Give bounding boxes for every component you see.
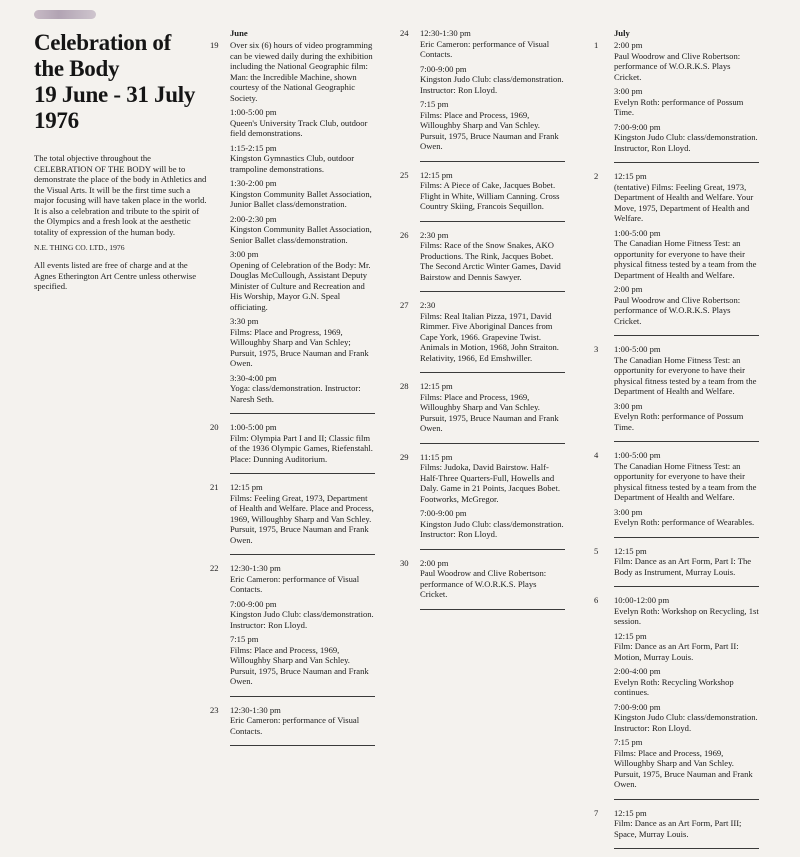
event-item: [614, 702, 759, 734]
event-item: [420, 64, 565, 96]
event-item: [230, 178, 375, 210]
event-item: [420, 170, 565, 212]
event-time: 12:30-1:30 pm: [420, 28, 471, 38]
title-line: the Body: [34, 56, 120, 81]
title-line: Celebration of: [34, 30, 171, 55]
event-time: 1:00-5:00 pm: [230, 422, 277, 432]
event-description: Kingston Gymnastics Club, outdoor trampoline demonstrations.: [230, 153, 355, 174]
day-entry: [594, 450, 759, 528]
divider-rule: [614, 799, 759, 800]
month-heading: July: [614, 28, 630, 38]
event-description: Film: Dance as an Art Form, Part II: Motion, Murray Louis.: [614, 641, 739, 662]
event-description: (tentative) Films: Feeling Great, 1973, Department of Health and Welfare. Your Move, 1975, Department of Health and Welfare.: [614, 181, 754, 223]
event-item: [420, 558, 565, 600]
day-number: 22: [210, 563, 219, 573]
day-number: 19: [210, 40, 219, 50]
event-item: [614, 86, 759, 118]
day-entry: [210, 563, 375, 687]
event-item: [230, 107, 375, 139]
day-entry: [210, 422, 375, 464]
event-time: 12:15 pm: [230, 482, 263, 492]
event-description: Films: Real Italian Pizza, 1971, David Rimmer. Five Aboriginal Dances from Cape York, 1966. Grapevine Twist. Animals in Motion, 1968, John Straiton. Relativity, 1966, Ed Emshwiller.: [420, 310, 559, 363]
divider-rule: [420, 443, 565, 444]
event-item: [614, 122, 759, 154]
event-time: 12:30-1:30 pm: [230, 563, 281, 573]
event-time: 7:00-9:00 pm: [420, 508, 467, 518]
event-description: Eric Cameron: performance of Visual Contacts.: [420, 38, 550, 59]
event-time: 2:00-2:30 pm: [230, 213, 277, 224]
day-entry: [400, 28, 565, 152]
event-time: 7:15 pm: [614, 737, 643, 747]
event-description: Film: Olympia Part I and II; Classic film of the 1936 Olympic Games, Riefenstahl. Place: Dunning Auditorium.: [230, 432, 373, 464]
event-description: The Canadian Home Fitness Test: an opportunity for everyone to have their physical fitness tested by a team from the Department of Health and Welfare.: [614, 354, 757, 396]
event-time: 12:15 pm: [614, 807, 647, 818]
event-time: 12:15 pm: [420, 381, 453, 391]
event-time: 12:15 pm: [420, 169, 453, 180]
event-time: 1:00-5:00 pm: [614, 344, 661, 354]
title-line: 1976: [34, 108, 79, 133]
divider-rule: [614, 335, 759, 336]
event-item: [614, 284, 759, 326]
event-description: Films: Place and Process, 1969, Willoughby Sharp and Van Schley. Pursuit, 1975, Bruce Nauman and Frank Owen.: [420, 109, 559, 151]
event-description: Films: Place and Process, 1969, Willoughby Sharp and Van Schley. Pursuit, 1975, Bruce Nauman and Frank Owen.: [230, 644, 369, 686]
event-description: Film: Dance as an Art Form, Part III; Space, Murray Louis.: [614, 818, 742, 839]
event-description: Kingston Judo Club: class/demonstration. Instructor, Ron Lloyd.: [614, 132, 758, 153]
event-description: Evelyn Roth: performance of Possum Time.: [614, 96, 744, 117]
divider-rule: [230, 554, 375, 555]
day-number: 6: [594, 595, 599, 605]
event-time: 2:00 pm: [420, 557, 449, 568]
divider-rule: [614, 848, 759, 849]
event-description: Kingston Judo Club: class/demonstration. Instructor: Ron Lloyd.: [420, 518, 564, 539]
event-item: [614, 450, 759, 503]
day-entry: [210, 482, 375, 545]
event-time: 3:00 pm: [614, 86, 643, 96]
divider-rule: [420, 372, 565, 373]
title-line: 19 June - 31 July: [34, 82, 196, 107]
event-time: 2:00 pm: [614, 284, 643, 294]
event-description: Queen's University Track Club, outdoor field demonstrations.: [230, 117, 368, 138]
schedule-column-june-continued: [400, 28, 565, 618]
event-description: Kingston Community Ballet Association, Senior Ballet class/demonstration.: [230, 224, 372, 245]
event-item: [614, 401, 759, 433]
event-description: Films: A Piece of Cake, Jacques Bobet. Flight in White, William Canning. Cross Country Skiing, Francois Sequillon.: [420, 180, 560, 211]
event-item: [614, 40, 759, 82]
event-item: [420, 508, 565, 540]
event-description: Films: Race of the Snow Snakes, AKO Productions. The Rink, Jacques Bobet. The Second Arctic Winter Games, David Bairstow and Dennis Sawyer.: [420, 240, 561, 282]
event-time: 7:00-9:00 pm: [230, 598, 277, 609]
event-description: Kingston Judo Club: class/demonstration. Instructor: Ron Lloyd.: [614, 712, 758, 733]
event-item: [614, 171, 759, 224]
event-description: Opening of Celebration of the Body: Mr. Douglas McCullough, Assistant Deputy Minister of Culture and Recreation and His Worship, Mayor G.N. Speal officiating.: [230, 259, 371, 312]
event-time: 1:00-5:00 pm: [614, 227, 661, 238]
event-time: 7:00-9:00 pm: [614, 701, 661, 712]
event-time: 3:00 pm: [230, 249, 259, 259]
event-item: [420, 28, 565, 60]
event-time: 1:00-5:00 pm: [230, 107, 277, 117]
event-description: The Canadian Home Fitness Test: an opportunity for everyone to have their physical fitness tested by a team from the Department of Health and Welfare.: [614, 460, 757, 502]
divider-rule: [420, 549, 565, 550]
day-number: 30: [400, 557, 409, 568]
day-entry: [594, 40, 759, 153]
divider-rule: [230, 413, 375, 414]
day-entry: [594, 171, 759, 326]
event-time: 10:00-12:00 pm: [614, 595, 670, 605]
event-time: 12:15 pm: [614, 171, 647, 181]
divider-rule: [230, 473, 375, 474]
event-description: Paul Woodrow and Clive Robertson: performance of W.O.R.K.S. Plays Cricket.: [614, 50, 741, 82]
day-entry: [400, 230, 565, 283]
day-number: 27: [400, 300, 409, 310]
ink-smudge: [34, 10, 96, 19]
event-time: 11:15 pm: [420, 451, 453, 462]
event-description: Kingston Judo Club: class/demonstration. Instructor: Ron Lloyd.: [230, 609, 374, 630]
event-item: [230, 316, 375, 369]
day-number: 25: [400, 169, 409, 180]
day-number: 21: [210, 482, 219, 492]
divider-rule: [420, 291, 565, 292]
event-description: Films: Judoka, David Bairstow. Half-Half-Three Quarters-Full, Howells and Daly. Game in 21 Points, Jacques Bobet. Footworks, McGregor.: [420, 462, 561, 504]
event-item: [230, 214, 375, 246]
event-item: [614, 631, 759, 663]
event-time: 2:00-4:00 pm: [614, 666, 661, 676]
event-item: [230, 40, 375, 103]
event-description: Yoga: class/demonstration. Instructor: Naresh Seth.: [230, 383, 361, 404]
event-item: [230, 599, 375, 631]
divider-rule: [230, 745, 375, 746]
event-time: 1:00-5:00 pm: [614, 450, 661, 460]
event-description: Paul Woodrow and Clive Robertson: performance of W.O.R.K.S. Plays Cricket.: [614, 294, 741, 326]
event-item: [420, 452, 565, 505]
event-time: 2:00 pm: [614, 40, 643, 50]
event-item: [230, 482, 375, 545]
divider-rule: [420, 609, 565, 610]
day-number: 24: [400, 28, 409, 38]
event-time: 3:00 pm: [614, 506, 643, 517]
divider-rule: [614, 441, 759, 442]
event-description: Over six (6) hours of video programming can be viewed daily during the exhibition including the National Geographic film: Man: the Incredible Machine, shown courtesy of the National Geographic Society.: [230, 40, 373, 103]
intro-paragraph: The total objective throughout the CELEBRATION OF THE BODY will be to demonstrate the place of the body in Athletics and the Visual Arts. It will be the first time such a major focusing will have taken place in the world. It is also a celebration and tribute to the spirit of the Olympics and a fresh look at the aesthetic totality of expression of the human body.: [34, 153, 207, 237]
event-item: [420, 99, 565, 152]
event-item: [614, 595, 759, 627]
event-item: [420, 300, 565, 363]
event-item: [614, 507, 759, 528]
event-time: 12:15 pm: [614, 630, 647, 641]
event-time: 3:30-4:00 pm: [230, 372, 277, 383]
day-number: 23: [210, 704, 219, 715]
divider-rule: [614, 162, 759, 163]
day-number: 2: [594, 171, 599, 181]
event-description: Films: Place and Progress, 1969, Willoughby Sharp and Van Schley; Pursuit, 1975, Bruce Nauman and Frank Owen.: [230, 326, 369, 368]
event-time: 7:00-9:00 pm: [614, 121, 661, 132]
divider-rule: [420, 161, 565, 162]
event-time: 7:15 pm: [230, 634, 259, 644]
day-entry: [400, 170, 565, 212]
day-number: 26: [400, 229, 409, 240]
page-title: [34, 30, 210, 134]
day-number: 3: [594, 344, 599, 354]
event-item: [230, 422, 375, 464]
day-entry: [594, 808, 759, 840]
schedule-column-july: [594, 28, 759, 857]
event-time: 2:30 pm: [420, 229, 449, 240]
day-number: 7: [594, 807, 599, 818]
event-item: [230, 373, 375, 405]
day-number: 4: [594, 450, 599, 460]
event-description: Eric Cameron: performance of Visual Contacts.: [230, 573, 360, 594]
day-entry: [210, 40, 375, 404]
event-item: [614, 737, 759, 790]
day-entry: [210, 705, 375, 737]
day-number: 1: [594, 40, 599, 50]
day-entry: [400, 300, 565, 363]
day-entry: [594, 546, 759, 578]
month-heading: June: [230, 28, 248, 38]
event-time: 1:15-2:15 pm: [230, 142, 277, 153]
event-description: Films: Place and Process, 1969, Willoughby Sharp and Van Schley. Pursuit, 1975, Bruce Nauman and Frank Owen.: [614, 747, 753, 789]
event-item: [614, 228, 759, 281]
event-item: [230, 705, 375, 737]
event-item: [614, 808, 759, 840]
event-description: Evelyn Roth: performance of Possum Time.: [614, 411, 744, 432]
day-entry: [594, 595, 759, 790]
event-description: Films: Feeling Great, 1973, Department of Health and Welfare. Place and Process, 1969, Willoughby Sharp and Van Schley. Pursuit, 1975, Bruce Nauman and Frank Owen.: [230, 492, 374, 545]
event-item: [614, 666, 759, 698]
day-entry: [400, 381, 565, 434]
event-description: The Canadian Home Fitness Test: an opportunity for everyone to have their physical fitness tested by a team from the Department of Health and Welfare.: [614, 238, 757, 280]
event-description: Evelyn Roth: performance of Wearables.: [614, 517, 755, 527]
event-description: Kingston Judo Club: class/demonstration. Instructor: Ron Lloyd.: [420, 74, 564, 95]
event-item: [230, 249, 375, 312]
event-time: 12:30-1:30 pm: [230, 704, 281, 715]
event-item: [230, 563, 375, 595]
event-description: Kingston Community Ballet Association, Junior Ballet class/demonstration.: [230, 188, 372, 209]
event-time: 3:30 pm: [230, 316, 259, 326]
event-time: 3:00 pm: [614, 400, 643, 411]
event-time: 1:30-2:00 pm: [230, 178, 277, 188]
event-time: 12:15 pm: [614, 545, 647, 556]
event-time: 7:15 pm: [420, 99, 449, 109]
event-description: Eric Cameron: performance of Visual Contacts.: [230, 715, 360, 736]
event-time: 7:00-9:00 pm: [420, 63, 467, 74]
intro-panel: [34, 30, 210, 292]
admission-note: All events listed are free of charge and at the Agnes Etherington Art Centre unless otherwise specified.: [34, 260, 197, 291]
divider-rule: [420, 221, 565, 222]
credit-line: N.E. THING CO. LTD., 1976: [34, 243, 125, 252]
day-number: 29: [400, 451, 409, 462]
divider-rule: [614, 537, 759, 538]
event-item: [420, 381, 565, 434]
event-description: Evelyn Roth: Workshop on Recycling, 1st session.: [614, 605, 759, 626]
event-item: [614, 546, 759, 578]
event-description: Film: Dance as an Art Form, Part I: The Body as Instrument, Murray Louis.: [614, 556, 752, 577]
day-number: 20: [210, 422, 219, 432]
schedule-column-june: [210, 28, 375, 754]
event-description: Evelyn Roth: Recycling Workshop continues.: [614, 676, 734, 697]
event-item: [614, 344, 759, 397]
event-description: Paul Woodrow and Clive Robertson: performance of W.O.R.K.S. Plays Cricket.: [420, 568, 547, 599]
day-number: 5: [594, 545, 599, 556]
day-entry: [400, 452, 565, 540]
day-entry: [400, 558, 565, 600]
event-item: [420, 230, 565, 283]
event-item: [230, 143, 375, 175]
day-number: 28: [400, 381, 409, 391]
divider-rule: [614, 586, 759, 587]
day-entry: [594, 344, 759, 432]
event-item: [230, 634, 375, 687]
divider-rule: [230, 696, 375, 697]
event-time: 2:30: [420, 300, 436, 310]
event-description: Films: Place and Process, 1969, Willoughby Sharp and Van Schley. Pursuit, 1975, Bruce Nauman and Frank Owen.: [420, 391, 559, 433]
